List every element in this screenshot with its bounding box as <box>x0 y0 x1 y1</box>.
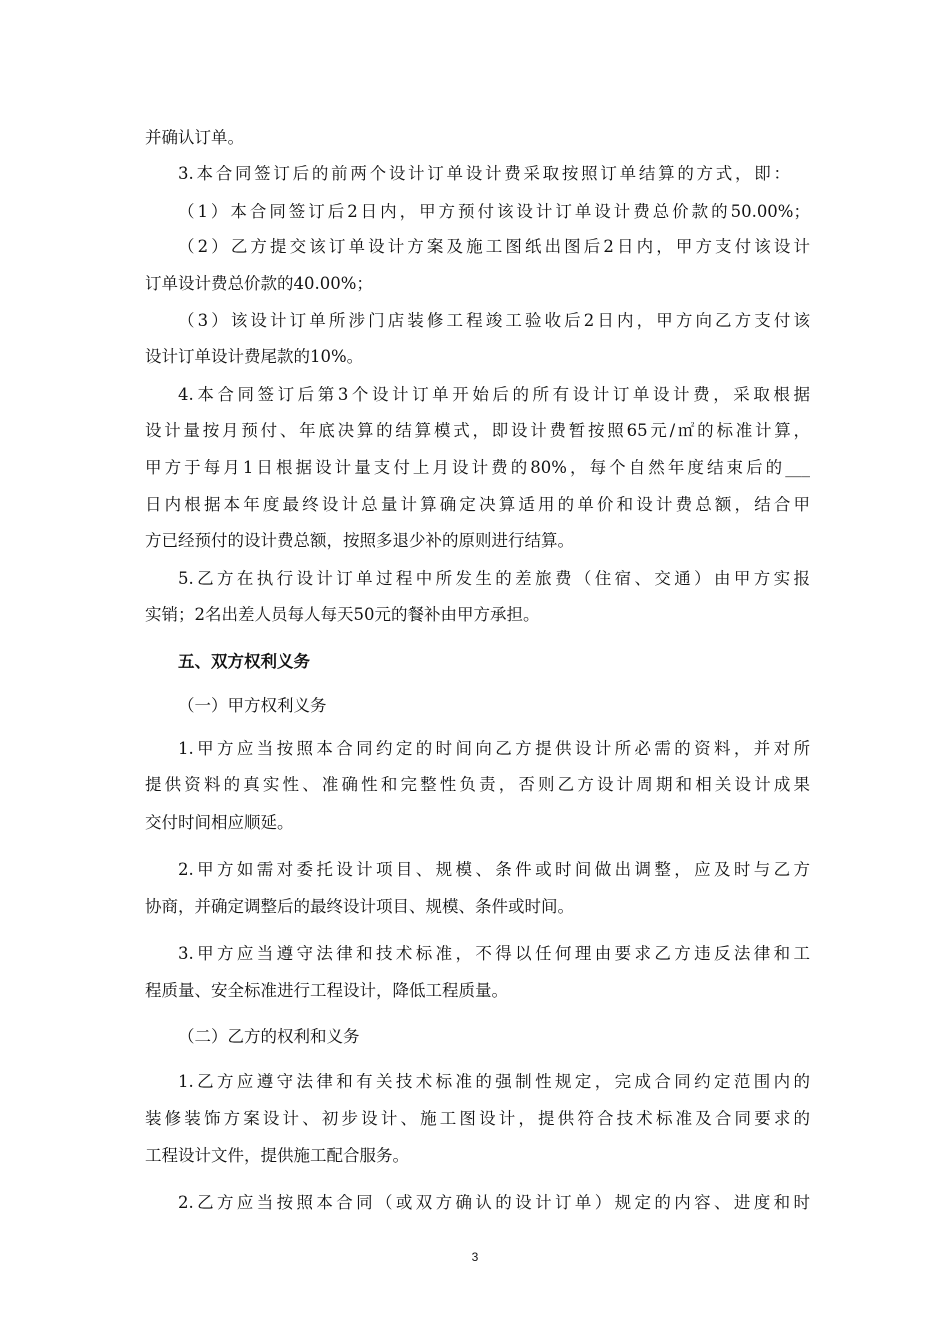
text-line: 交付时间相应顺延。 <box>145 813 294 832</box>
text-line: 1.乙方应遵守法律和有关技术标准的强制性规定，完成合同约定范围内的 <box>178 1072 810 1091</box>
text-line: 协商，并确定调整后的最终设计项目、规模、条件或时间。 <box>145 897 574 916</box>
section-heading: 五、双方权利义务 <box>178 652 310 671</box>
text-line: 3.本合同签订后的前两个设计订单设计费采取按照订单结算的方式，即： <box>178 164 790 183</box>
text-line: 1.甲方应当按照本合同约定的时间向乙方提供设计所必需的资料，并对所 <box>178 739 810 758</box>
text-line: 甲方于每月1日根据设计量支付上月设计费的80%，每个自然年度结束后的___ <box>145 458 810 477</box>
text-line: 5.乙方在执行设计订单过程中所发生的差旅费（住宿、交通）由甲方实报 <box>178 569 810 588</box>
text-line: （3）该设计订单所涉门店装修工程竣工验收后2日内，甲方向乙方支付该 <box>178 311 810 330</box>
subsection-heading: （二）乙方的权利和义务 <box>178 1027 360 1046</box>
text-line: 3.甲方应当遵守法律和技术标准，不得以任何理由要求乙方违反法律和工 <box>178 944 810 963</box>
text-line: 订单设计费总价款的40.00%； <box>145 274 373 293</box>
text-line: （2）乙方提交该订单设计方案及施工图纸出图后2日内，甲方支付该设计 <box>178 237 810 256</box>
text-line: 提供资料的真实性、准确性和完整性负责，否则乙方设计周期和相关设计成果 <box>145 775 810 794</box>
text-line: 方已经预付的设计费总额，按照多退少补的原则进行结算。 <box>145 531 574 550</box>
text-line: 2.甲方如需对委托设计项目、规模、条件或时间做出调整，应及时与乙方 <box>178 860 810 879</box>
text-line: 设计订单设计费尾款的10%。 <box>145 347 364 366</box>
text-line: 程质量、安全标准进行工程设计，降低工程质量。 <box>145 981 508 1000</box>
text-line: （1）本合同签订后2日内，甲方预付该设计订单设计费总价款的50.00%； <box>178 202 810 221</box>
text-line: 2.乙方应当按照本合同（或双方确认的设计订单）规定的内容、进度和时 <box>178 1193 810 1212</box>
text-line: 日内根据本年度最终设计总量计算确定决算适用的单价和设计费总额，结合甲 <box>145 495 810 514</box>
text-line: 并确认订单。 <box>145 128 244 147</box>
text-line: 工程设计文件，提供施工配合服务。 <box>145 1146 409 1165</box>
text-line: 4.本合同签订后第3个设计订单开始后的所有设计订单设计费，采取根据 <box>178 385 810 404</box>
page-number: 3 <box>471 1250 479 1264</box>
subsection-heading: （一）甲方权利义务 <box>178 696 327 715</box>
text-line: 设计量按月预付、年底决算的结算模式，即设计费暂按照65元/㎡的标准计算， <box>145 421 810 440</box>
text-line: 实销；2名出差人员每人每天50元的餐补由甲方承担。 <box>145 605 540 624</box>
text-line: 装修装饰方案设计、初步设计、施工图设计，提供符合技术标准及合同要求的 <box>145 1109 810 1128</box>
